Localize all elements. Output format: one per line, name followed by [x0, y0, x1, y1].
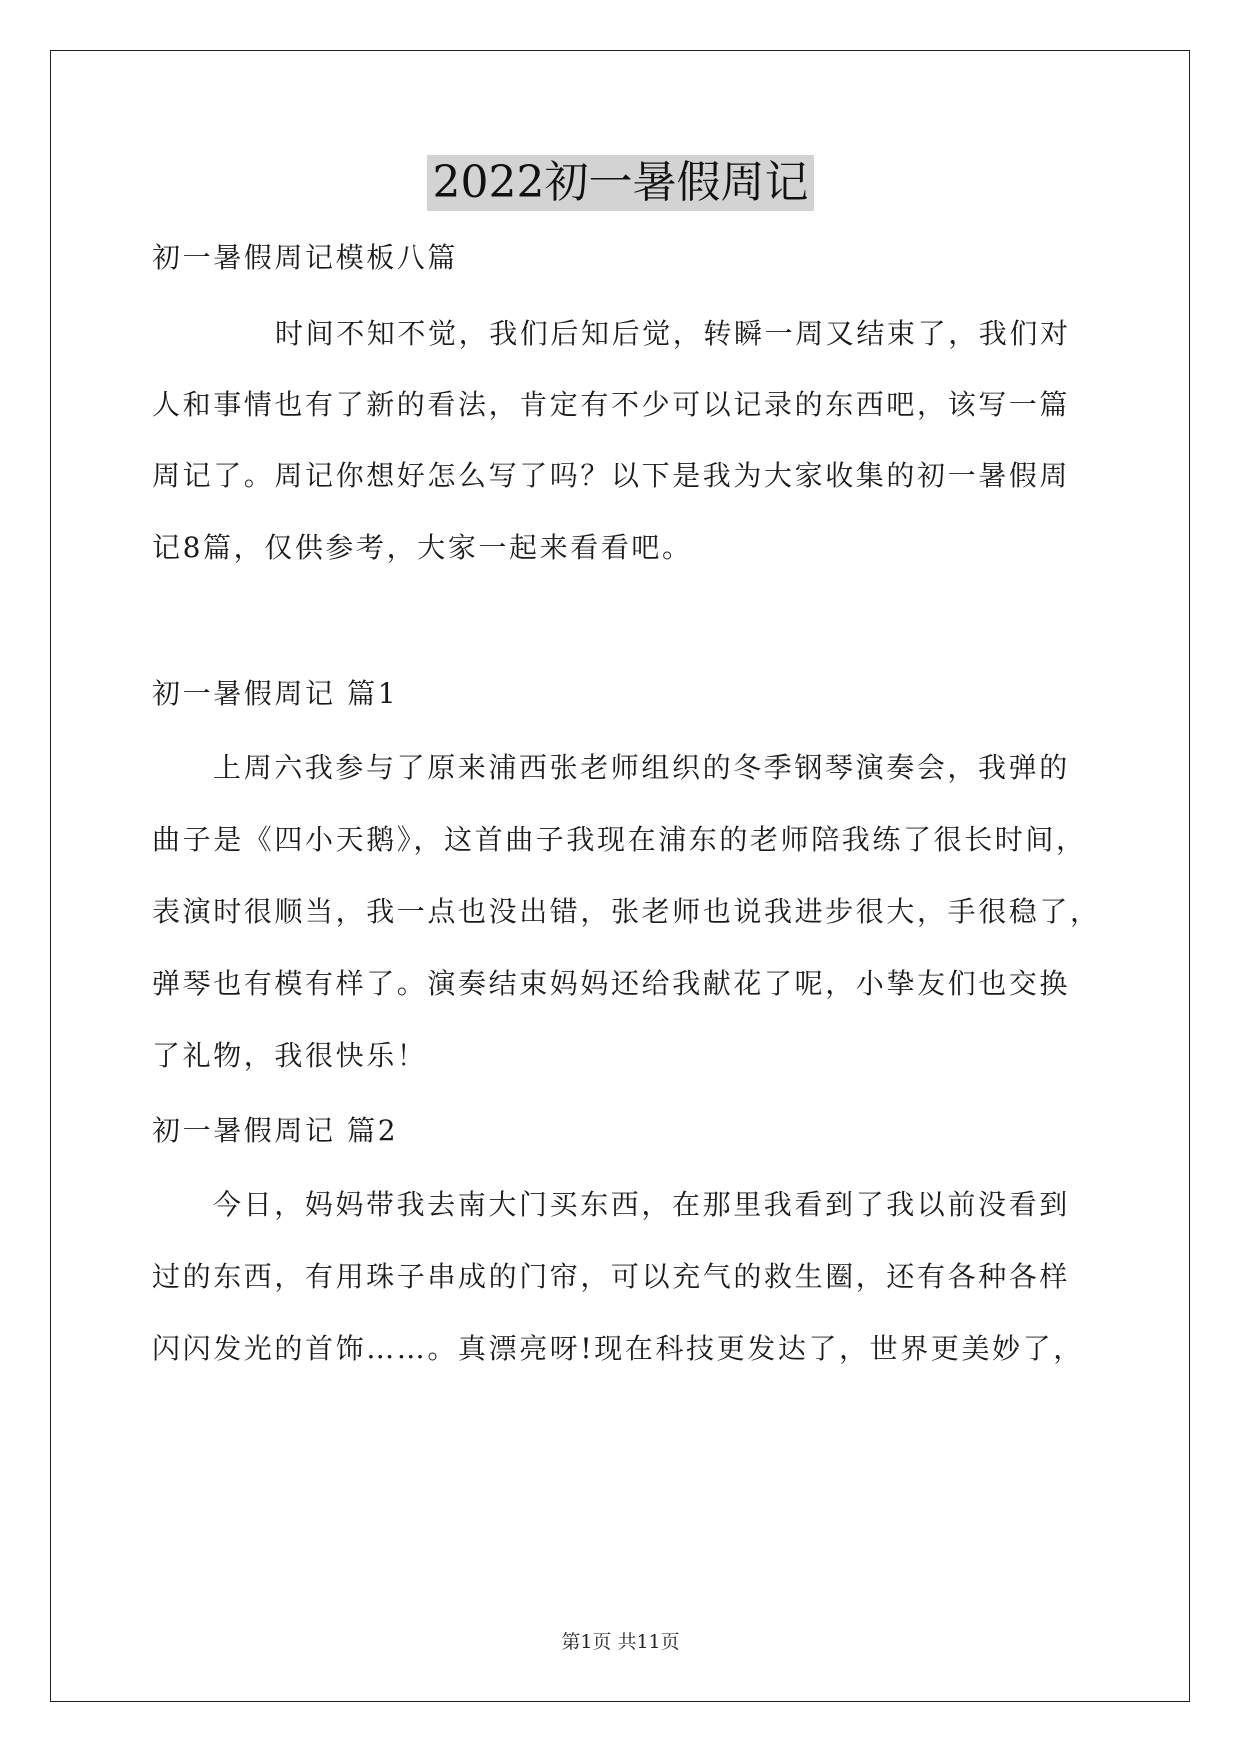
document-title: 2022初一暑假周记	[427, 155, 815, 211]
section1-heading: 初一暑假周记 篇1	[152, 677, 399, 710]
intro-line-3: 周记了。周记你想好怎么写了吗？以下是我为大家收集的初一暑假周	[152, 459, 1071, 492]
section2-line-2: 过的东西，有用珠子串成的门帘，可以充气的救生圈，还有各种各样	[152, 1260, 1071, 1293]
intro-line-4: 记8篇，仅供参考，大家一起来看看吧。	[152, 531, 693, 564]
page-number-footer: 第1页 共11页	[561, 1631, 680, 1653]
intro-line-1: 时间不知不觉，我们后知后觉，转瞬一周又结束了，我们对	[275, 317, 1071, 350]
title-wrapper	[0, 155, 1241, 211]
section1-line-3: 表演时很顺当，我一点也没出错，张老师也说我进步很大，手很稳了，	[152, 895, 1101, 928]
document-subtitle: 初一暑假周记模板八篇	[152, 241, 459, 274]
section1-line-2: 曲子是《四小天鹅》，这首曲子我现在浦东的老师陪我练了很长时间，	[152, 823, 1087, 856]
section1-line-4: 弹琴也有模有样了。演奏结束妈妈还给我献花了呢，小挚友们也交换	[152, 967, 1071, 1000]
section2-heading: 初一暑假周记 篇2	[152, 1114, 399, 1147]
page-border	[50, 50, 1190, 1702]
section1-line-5: 了礼物，我很快乐！	[152, 1039, 428, 1072]
section2-line-1: 今日，妈妈带我去南大门买东西，在那里我看到了我以前没看到	[213, 1188, 1070, 1221]
section2-line-3: 闪闪发光的首饰……。真漂亮呀!现在科技更发达了，世界更美妙了，	[152, 1332, 1084, 1365]
intro-line-2: 人和事情也有了新的看法，肯定有不少可以记录的东西吧，该写一篇	[152, 388, 1071, 421]
section1-line-1: 上周六我参与了原来浦西张老师组织的冬季钢琴演奏会，我弹的	[213, 751, 1070, 784]
